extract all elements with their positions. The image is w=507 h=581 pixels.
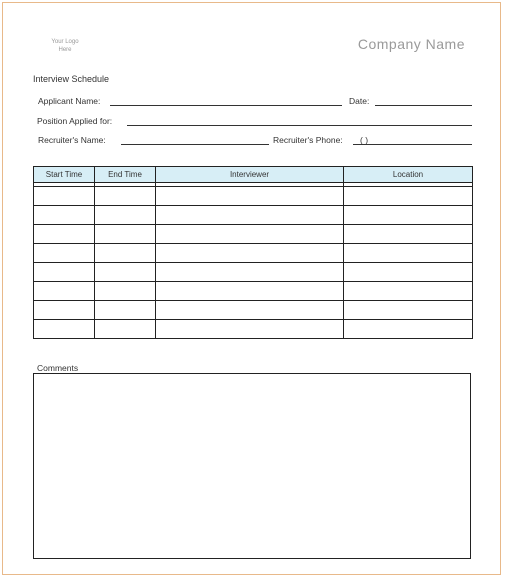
col-start-time: Start Time	[34, 167, 95, 183]
table-row	[34, 187, 473, 206]
schedule-header-row	[34, 167, 473, 183]
section-title: Interview Schedule	[33, 74, 110, 84]
location-cell[interactable]	[344, 206, 473, 225]
end-time-cell[interactable]	[95, 282, 156, 301]
location-cell[interactable]	[344, 263, 473, 282]
col-location: Location	[344, 167, 473, 183]
end-time-cell[interactable]	[95, 206, 156, 225]
start-time-cell[interactable]	[34, 320, 95, 339]
start-time-cell[interactable]	[34, 187, 95, 206]
table-row	[34, 301, 473, 320]
table-row	[34, 206, 473, 225]
table-row	[34, 320, 473, 339]
start-time-cell[interactable]	[34, 263, 95, 282]
end-time-cell[interactable]	[95, 320, 156, 339]
position-label: Position Applied for:	[37, 116, 113, 126]
location-cell[interactable]	[344, 225, 473, 244]
start-time-cell[interactable]	[34, 244, 95, 263]
table-row	[34, 244, 473, 263]
applicant-label: Applicant Name:	[38, 96, 101, 106]
interviewer-cell[interactable]	[156, 206, 344, 225]
recruiter-name-label: Recruiter's Name:	[38, 135, 106, 145]
interviewer-cell[interactable]	[156, 225, 344, 244]
interviewer-cell[interactable]	[156, 244, 344, 263]
location-cell[interactable]	[344, 244, 473, 263]
start-time-cell[interactable]	[34, 282, 95, 301]
location-cell[interactable]	[344, 187, 473, 206]
company-name: Company Name	[357, 36, 465, 52]
start-time-cell[interactable]	[34, 225, 95, 244]
end-time-cell[interactable]	[95, 263, 156, 282]
interviewer-cell[interactable]	[156, 301, 344, 320]
interviewer-cell[interactable]	[156, 263, 344, 282]
comments-field[interactable]	[33, 373, 471, 559]
col-interviewer: Interviewer	[156, 167, 344, 183]
location-cell[interactable]	[344, 320, 473, 339]
recruiter-phone-label: Recruiter's Phone:	[273, 135, 343, 145]
logo-line-1: Your Logo	[51, 39, 79, 45]
table-row	[34, 263, 473, 282]
interviewer-cell[interactable]	[156, 320, 344, 339]
recruiter-name-field[interactable]	[121, 144, 269, 145]
logo	[40, 38, 90, 54]
schedule-table	[33, 166, 473, 339]
date-label: Date:	[349, 96, 370, 106]
schedule-body	[34, 183, 473, 339]
logo-line-2: Here	[58, 47, 72, 53]
end-time-cell[interactable]	[95, 187, 156, 206]
table-row	[34, 282, 473, 301]
date-field[interactable]	[375, 105, 472, 106]
recruiter-phone-field[interactable]	[353, 144, 472, 145]
location-cell[interactable]	[344, 301, 473, 320]
start-time-cell[interactable]	[34, 301, 95, 320]
position-field[interactable]	[127, 125, 472, 126]
applicant-name-field[interactable]	[110, 105, 342, 106]
start-time-cell[interactable]	[34, 206, 95, 225]
location-cell[interactable]	[344, 282, 473, 301]
comments-label: Comments	[37, 363, 79, 373]
end-time-cell[interactable]	[95, 225, 156, 244]
col-end-time: End Time	[95, 167, 156, 183]
end-time-cell[interactable]	[95, 301, 156, 320]
end-time-cell[interactable]	[95, 244, 156, 263]
interviewer-cell[interactable]	[156, 187, 344, 206]
interviewer-cell[interactable]	[156, 282, 344, 301]
recruiter-phone-value: ( )	[360, 135, 369, 145]
table-row	[34, 225, 473, 244]
